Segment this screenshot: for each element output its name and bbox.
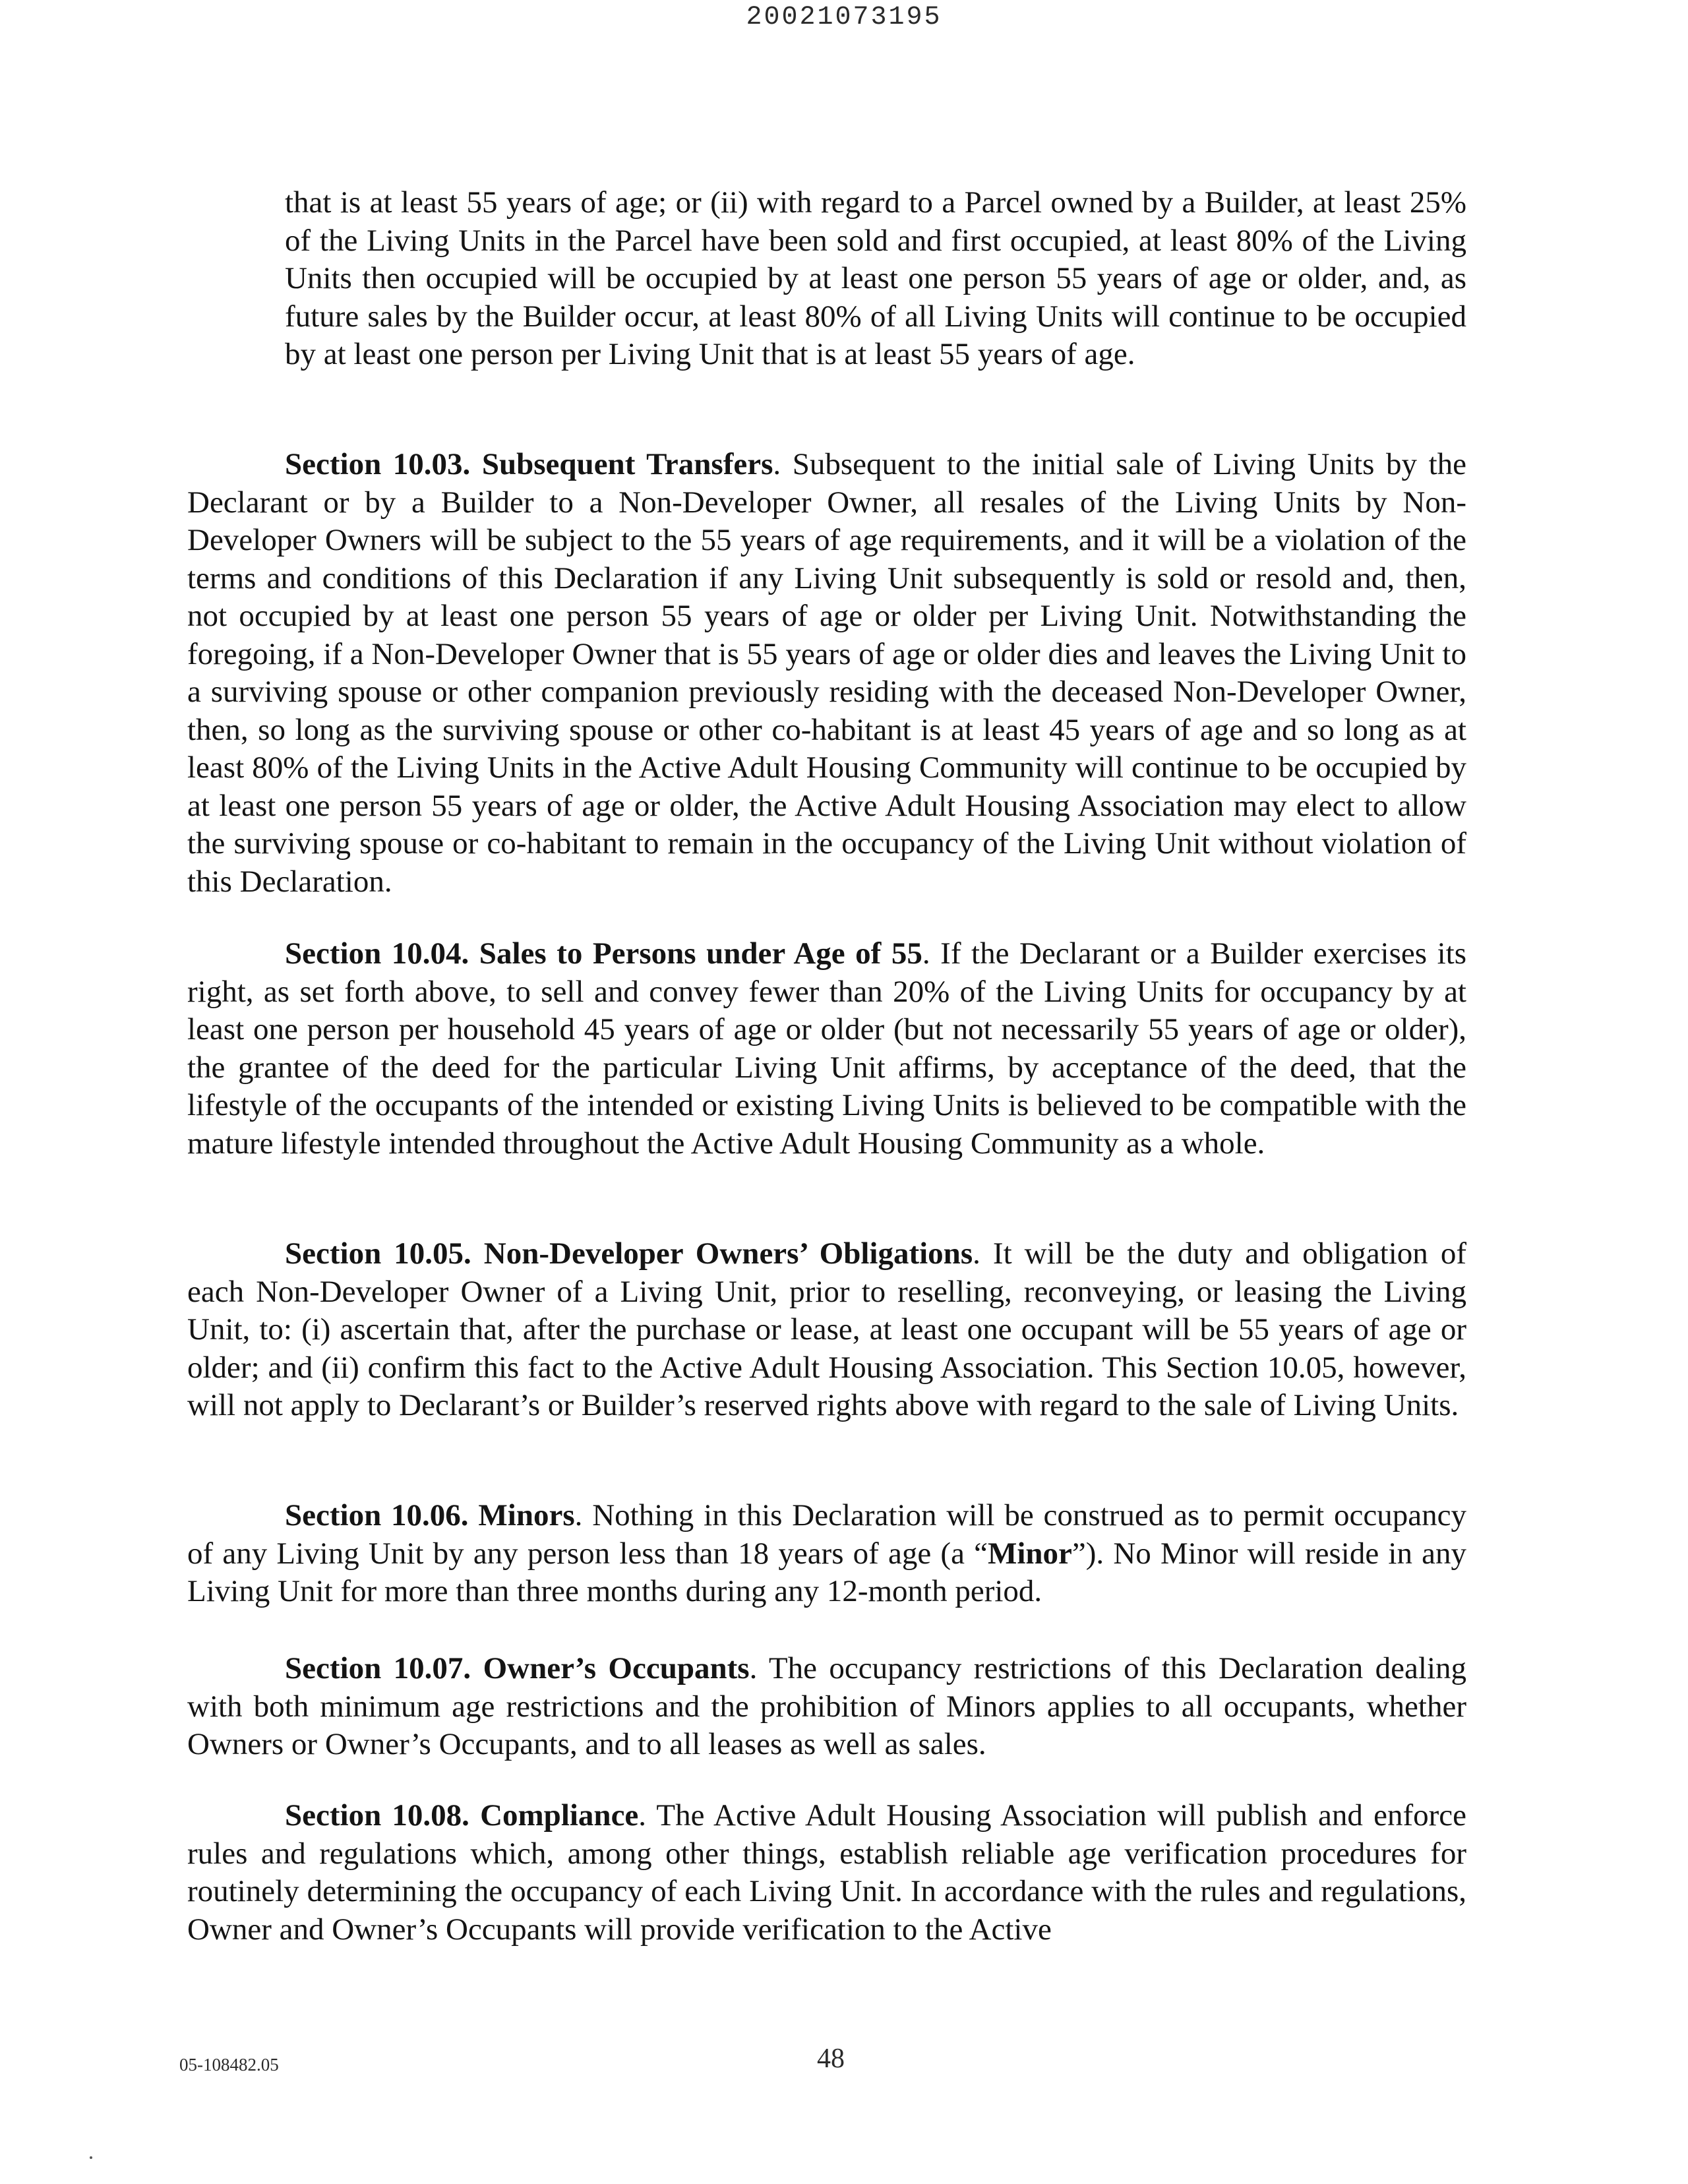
document-number: 20021073195: [746, 3, 942, 32]
section-10-03-heading: Section 10.03. Subsequent Transfers: [285, 447, 773, 481]
section-10-06-body-after: ”). No Minor will reside in any Living Unit for more than three months during any 12-month period.: [187, 1536, 1466, 1608]
minor-defined-term: Minor: [988, 1536, 1072, 1571]
section-10-05-paragraph: [187, 1235, 1466, 1425]
section-10-03-paragraph: [187, 446, 1466, 901]
page-number: 48: [817, 2044, 845, 2074]
continuation-paragraph: that is at least 55 years of age; or (ii) with regard to a Parcel owned by a Builder, at least 25% of the Living Units in the Parcel have been sold and first occupied, at least 80% of the Living Units then occupied will be occupied by at least one person 55 years of age or older, and, as future sales by the Builder occur, at least 80% of all Living Units will continue to be occupied by at least one person per Living Unit that is at least 55 years of age.: [285, 185, 1466, 371]
section-10-06-paragraph: [187, 1497, 1466, 1611]
section-10-08-body: . The Active Adult Housing Association will publish and enforce rules and regulations which, among other things, establish reliable age verification procedures for routinely determining the occupancy of each Living Unit. In accordance with the rules and regulations, Owner and Owner’s Occupants will provide verification to the Active: [187, 1798, 1466, 1947]
footer-document-id: 05-108482.05: [179, 2055, 279, 2075]
section-10-08-paragraph: [187, 1797, 1466, 1949]
section-10-06-heading: Section 10.06. Minors: [285, 1498, 575, 1532]
section-10-07-body: . The occupancy restrictions of this Declaration dealing with both minimum age restrictions and the prohibition of Minors applies to all occupants, whether Owners or Owner’s Occupants, and to all leases as well as sales.: [187, 1651, 1466, 1761]
section-10-08-heading: Section 10.08. Compliance: [285, 1798, 639, 1833]
section-10-07-paragraph: [187, 1650, 1466, 1764]
section-10-05-heading: Section 10.05. Non-Developer Owners’ Obligations: [285, 1236, 973, 1271]
section-10-04-paragraph: [187, 935, 1466, 1163]
section-10-03-body: . Subsequent to the initial sale of Living Units by the Declarant or by a Builder to a Non-Developer Owner, all resales of the Living Units by Non-Developer Owners will be subject to the 55 years of age requirements, and it will be a violation of the terms and conditions of this Declaration if any Living Unit subsequently is sold or resold and, then, not occupied by at least one person 55 years of age or older per Living Unit. Notwithstanding the foregoing, if a Non-Developer Owner that is 55 years of age or older dies and leaves the Living Unit to a surviving spouse or other companion previously residing with the deceased Non-Developer Owner, then, so long as the surviving spouse or other co-habitant is at least 45 years of age and so long as at least 80% of the Living Units in the Active Adult Housing Community will continue to be occupied by at least one person 55 years of age or older, the Active Adult Housing Association may elect to allow the surviving spouse or co-habitant to remain in the occupancy of the Living Unit without violation of this Declaration.: [187, 447, 1466, 899]
section-10-04-body: . If the Declarant or a Builder exercises its right, as set forth above, to sell and convey fewer than 20% of the Living Units for occupancy by at least one person per household 45 years of age or older (but not necessarily 55 years of age or older), the grantee of the deed for the particular Living Unit affirms, by acceptance of the deed, that the lifestyle of the occupants of the intended or existing Living Units is believed to be compatible with the mature lifestyle intended throughout the Active Adult Housing Community as a whole.: [187, 936, 1466, 1161]
section-10-07-heading: Section 10.07. Owner’s Occupants: [285, 1651, 750, 1685]
section-10-04-heading: Section 10.04. Sales to Persons under Age of 55: [285, 936, 922, 971]
scan-speck: [90, 2156, 92, 2159]
section-10-06-body-before: . Nothing in this Declaration will be construed as to permit occupancy of any Living Unit by any person less than 18 years of age (a “: [187, 1498, 1466, 1571]
section-10-05-body: . It will be the duty and obligation of each Non-Developer Owner of a Living Unit, prior to reselling, reconveying, or leasing the Living Unit, to: (i) ascertain that, after the purchase or lease, at least one occupant will be 55 years of age or older; and (ii) confirm this fact to the Active Adult Housing Association. This Section 10.05, however, will not apply to Declarant’s or Builder’s reserved rights above with regard to the sale of Living Units.: [187, 1236, 1466, 1422]
